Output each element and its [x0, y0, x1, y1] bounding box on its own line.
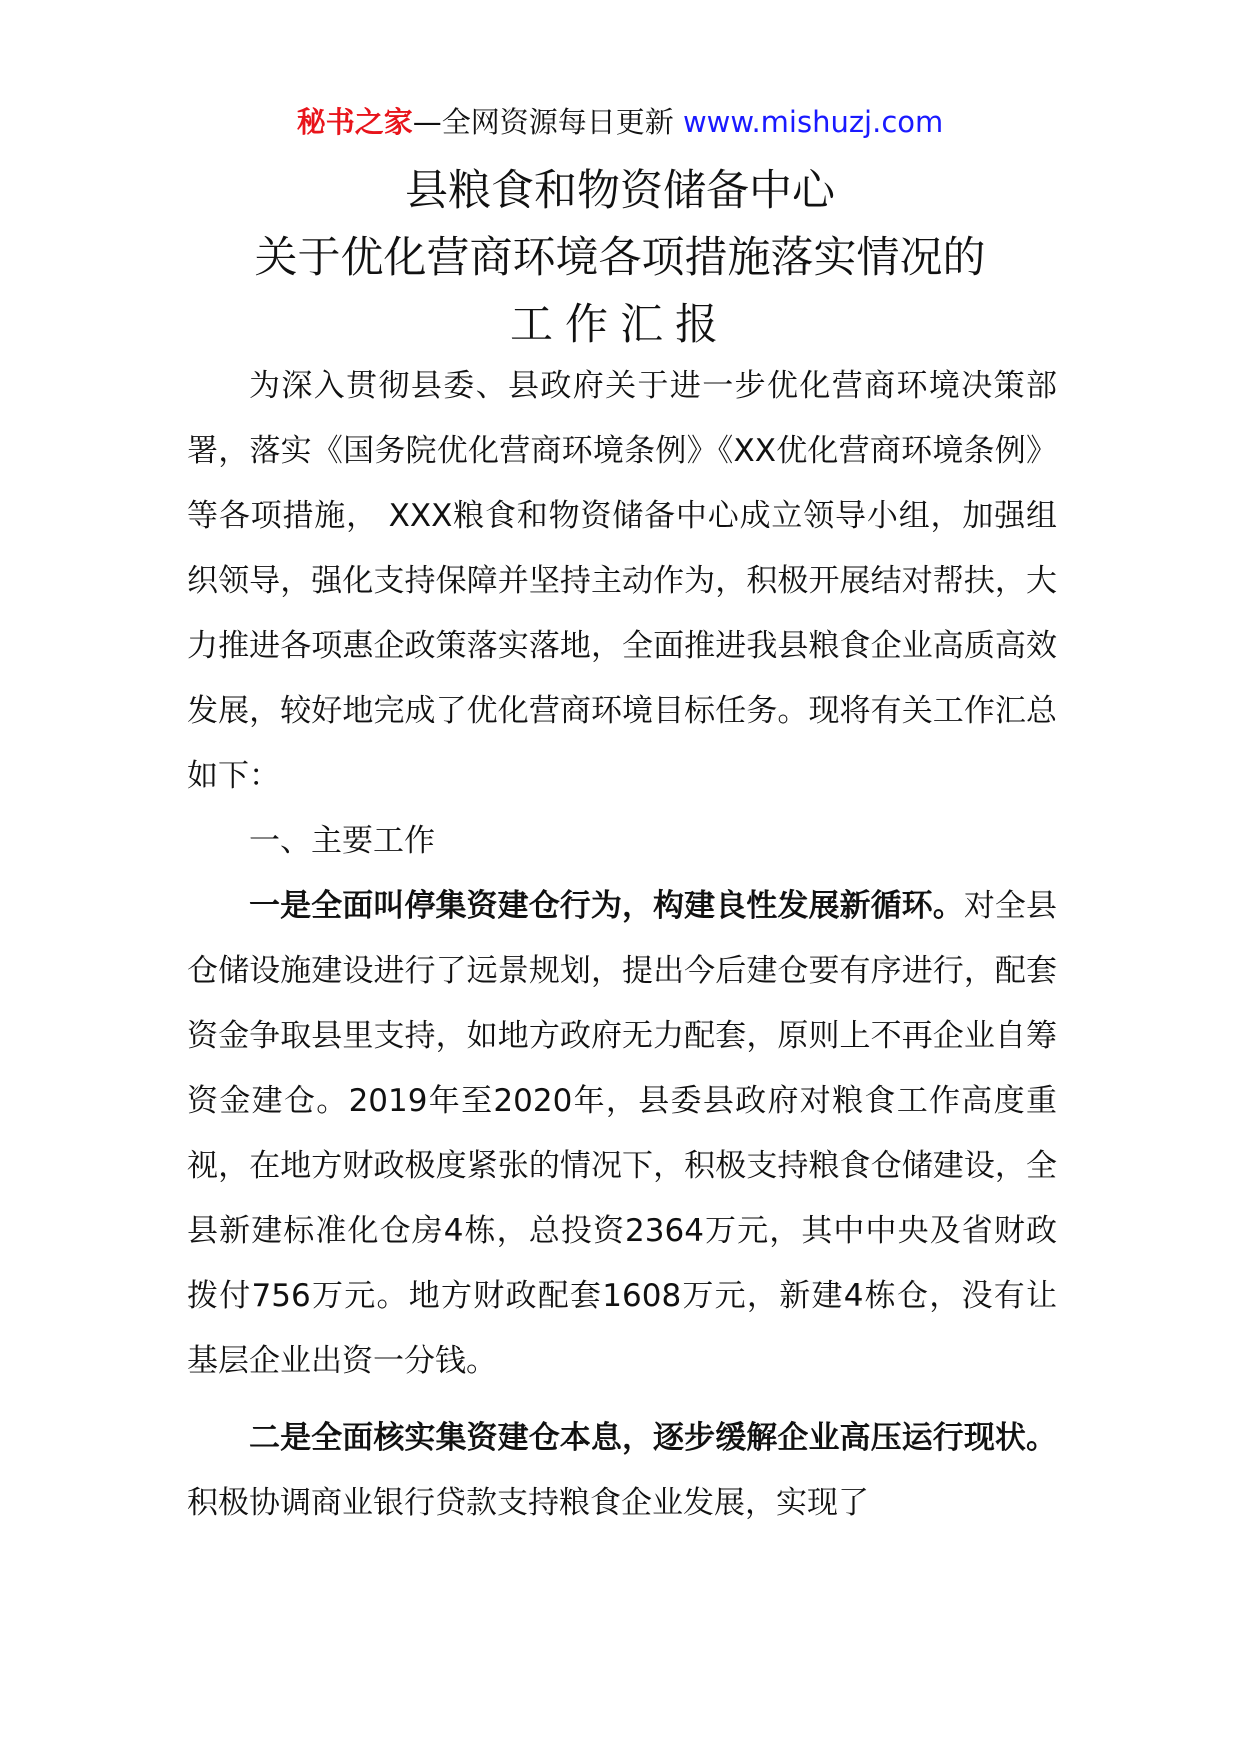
- item-2-heading: 二是全面核实集资建仓本息，逐步缓解企业高压运行现状。: [249, 1420, 1057, 1456]
- item-1-text: 对全县仓储设施建设进行了远景规划，提出今后建仓要有序进行，配套资金争取县里支持，如地方政府无力配套，原则上不再企业自筹资金建仓。2019年至2020年，县委县政府对粮食工作高度重视，在地方财政极度紧张的情况下，积极支持粮食仓储建设，全县新建标准化仓房4栋，总投资2364万元，其中中央及省财政拨付756万元。地方财政配套1608万元，新建4栋仓，没有让基层企业出资一分钱。: [187, 888, 1058, 1379]
- item-1-paragraph: [187, 874, 1057, 1394]
- item-2-paragraph: [187, 1406, 1057, 1536]
- title-line-3: 工作汇报: [510, 300, 730, 350]
- item-2-text: 积极协调商业银行贷款支持粮食企业发展，实现了: [187, 1485, 869, 1521]
- site-header: [0, 100, 1240, 144]
- section-heading-main-work: 一、主要工作: [249, 823, 435, 859]
- document-title: [0, 158, 1240, 359]
- document-body: [187, 354, 1057, 1536]
- item-1-heading: 一是全面叫停集资建仓行为，构建良性发展新循环。: [249, 888, 964, 924]
- title-line-1: 县粮食和物资储备中心: [405, 166, 835, 216]
- site-slogan: —全网资源每日更新: [412, 105, 674, 139]
- title-line-2: 关于优化营商环境各项措施落实情况的: [254, 233, 986, 283]
- site-url-link[interactable]: www.mishuzj.com: [682, 105, 944, 139]
- brand-name: 秘书之家: [296, 105, 413, 139]
- intro-paragraph: 为深入贯彻县委、县政府关于进一步优化营商环境决策部署，落实《国务院优化营商环境条例》《XX优化营商环境条例》等各项措施， XXX粮食和物资储备中心成立领导小组，加强组织领导，强化支持保障并坚持主动作为，积极开展结对帮扶，大力推进各项惠企政策落实落地，全面推进我县粮食企业高质高效发展，较好地完成了优化营商环境目标任务。现将有关工作汇总如下：: [187, 368, 1057, 794]
